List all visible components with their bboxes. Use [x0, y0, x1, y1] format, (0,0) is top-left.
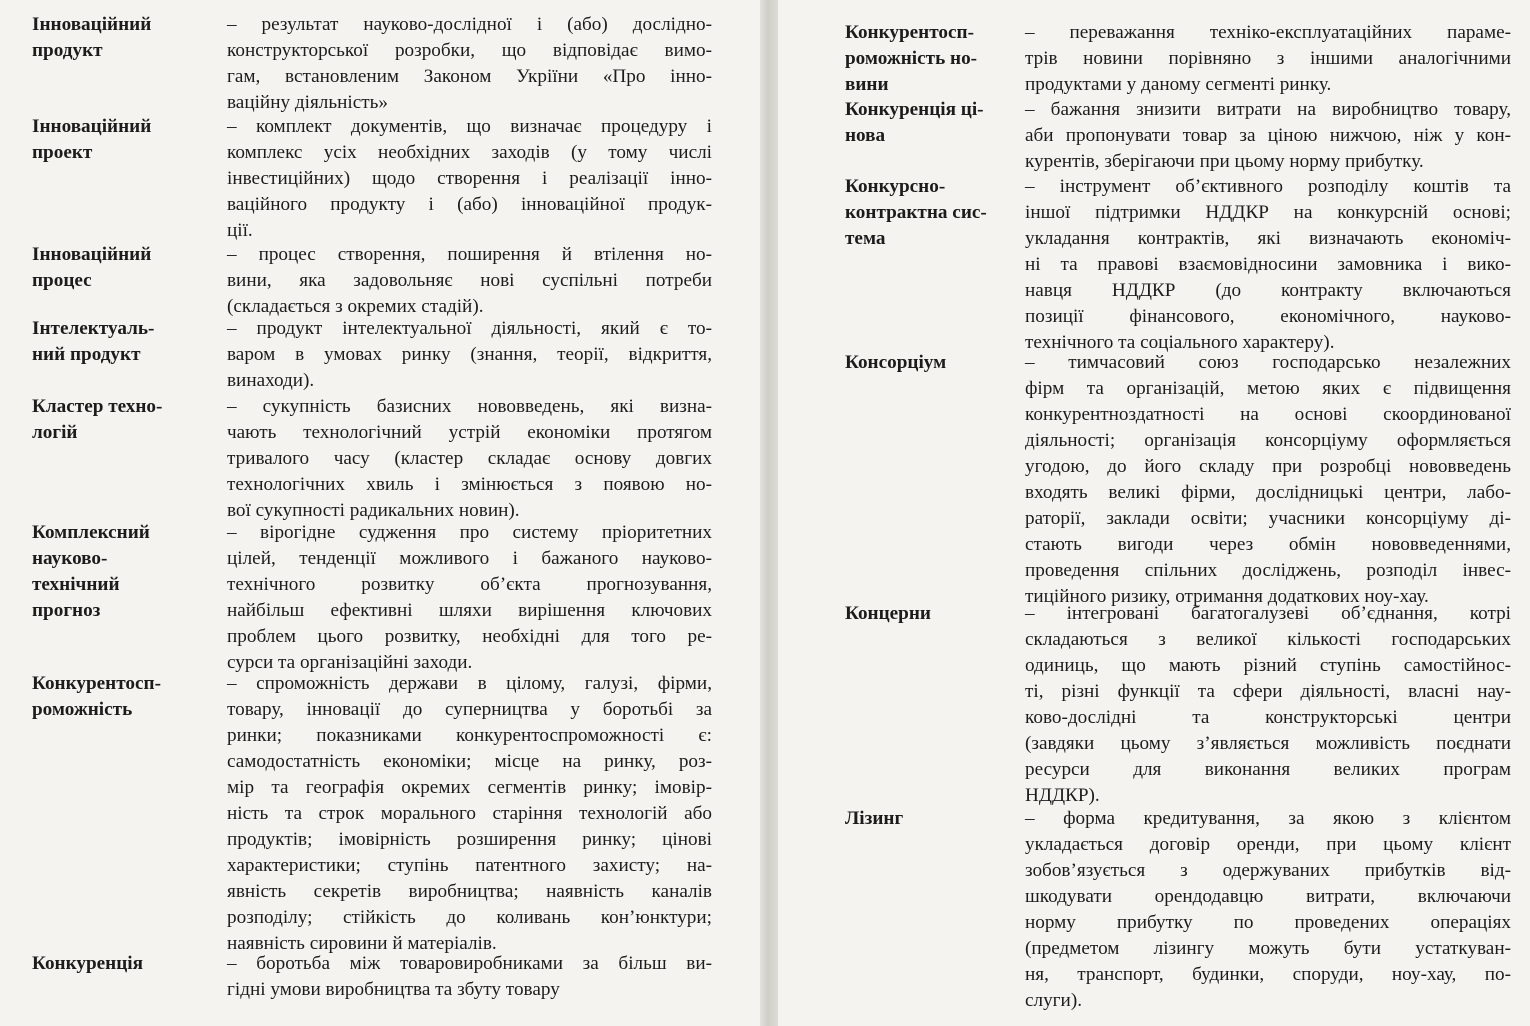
glossary-term: Конкурентосп- роможність но- вини [845, 22, 978, 95]
definition-line: діяльності; організація консорціуму оформляється [1025, 430, 1511, 451]
definition-line: іншої підтримки НДДКР на конкурсній основі; [1025, 202, 1511, 223]
definition-line: одиниць, що мають різний ступінь самостійнос- [1025, 655, 1511, 676]
definition-line: найбільш ефективні шляхи вирішення ключових [227, 600, 712, 621]
glossary-definition [1025, 806, 1511, 1014]
definition-line: комплекс усіх необхідних заходів (у тому числі [227, 142, 712, 163]
definition-line: укладання контрактів, які визначають економіч- [1025, 228, 1511, 249]
glossary-definition [227, 520, 712, 676]
definition-line: тиційного ризику, отримання додаткових ноу-хау. [1025, 586, 1429, 607]
glossary-term: Кластер техно- логій [32, 396, 163, 443]
definition-line: позиції фінансового, економічного, науково- [1025, 306, 1511, 327]
glossary-definition [227, 242, 712, 320]
definition-line: – форма кредитування, за якою з клієнтом [1025, 808, 1511, 829]
definition-line: продуктів; імовірність розширення ринку; цінові [227, 829, 712, 850]
definition-line: – переважання техніко-експлуатаційних параме- [1025, 22, 1511, 43]
left-page [0, 0, 760, 1026]
definition-line: – комплект документів, що визначає процедуру і [227, 116, 712, 137]
definition-line: технічного та соціального характеру). [1025, 332, 1335, 353]
definition-line: ції. [227, 220, 253, 241]
definition-line: (завдяки цьому з’являється можливість поєднати [1025, 733, 1511, 754]
right-page [778, 0, 1530, 1026]
definition-line: – продукт інтелектуальної діяльності, який є то- [227, 318, 712, 339]
definition-line: розподілу; стійкість до коливань кон’юнктури; [227, 907, 712, 928]
glossary-term: Інноваційний процес [32, 244, 152, 291]
definition-line: мір та географія окремих сегментів ринку; імовір- [227, 777, 712, 798]
definition-line: (предметом лізингу можуть бути устаткуван- [1025, 938, 1511, 959]
definition-line: НДДКР). [1025, 785, 1100, 806]
glossary-term: Комплексний науково- технічний прогноз [32, 522, 150, 621]
glossary-term: Інноваційний продукт [32, 14, 152, 61]
glossary-definition [227, 951, 712, 1003]
glossary-definition [1025, 174, 1511, 356]
definition-line: – процес створення, поширення й втілення но- [227, 244, 712, 265]
definition-line: цілей, тенденції можливого і бажаного науково- [227, 548, 712, 569]
definition-line: варом в умовах ринку (знання, теорії, відкриття, [227, 344, 712, 365]
definition-line: курентів, зберігаючи при цьому норму прибутку. [1025, 151, 1424, 172]
glossary-definition [227, 394, 712, 524]
definition-line: ринки; показниками конкурентоспроможності є: [227, 725, 712, 746]
glossary-definition [227, 114, 712, 244]
glossary-definition [227, 12, 712, 116]
glossary-term: Конкурентосп- роможність [32, 673, 161, 720]
definition-line: ні та правові взаємовідносини замовника і вико- [1025, 254, 1511, 275]
definition-line: самодостатність економіки; місце на ринку, роз- [227, 751, 712, 772]
definition-line: раторії, заклади освіти; учасники консорціуму ді- [1025, 508, 1511, 529]
definition-line: – сукупність базисних нововведень, які визна- [227, 396, 712, 417]
definition-line: тривалого часу (кластер складає основу довгих [227, 448, 712, 469]
definition-line: – інтегровані багатогалузеві об’єднання, котрі [1025, 603, 1511, 624]
glossary-term: Конкурсно- контрактна сис- тема [845, 176, 987, 249]
definition-line: шкодувати орендодавцю витрати, включаючи [1025, 886, 1511, 907]
definition-line: – бажання знизити витрати на виробництво товару, [1025, 99, 1511, 120]
definition-line: чають технологічний устрій економіки протягом [227, 422, 712, 443]
definition-line: продуктами у даному сегменті ринку. [1025, 74, 1332, 95]
definition-line: фірм та організацій, метою яких є підвищення [1025, 378, 1511, 399]
definition-line: проведення спільних досліджень, розподіл інвес- [1025, 560, 1511, 581]
definition-line: – тимчасовий союз господарсько незалежних [1025, 352, 1511, 373]
glossary-definition [1025, 20, 1511, 98]
definition-line: стають вигоди через обмін нововведеннями, [1025, 534, 1511, 555]
glossary-definition [227, 316, 712, 394]
definition-line: гам, встановленим Законом Укріїни «Про інно- [227, 66, 712, 87]
definition-line: слуги). [1025, 990, 1083, 1011]
definition-line: проблем цього розвитку, необхідні для того ре- [227, 626, 712, 647]
definition-line: вої сукупності радикальних новин). [227, 500, 520, 521]
definition-line: – результат науково-дослідної і (або) дослідно- [227, 14, 712, 35]
definition-line: сурси та організаційні заходи. [227, 652, 473, 673]
glossary-term: Конкуренція ці- нова [845, 99, 984, 146]
definition-line: – інструмент об’єктивного розподілу коштів та [1025, 176, 1511, 197]
definition-line: гідні умови виробництва та збуту товару [227, 979, 560, 1000]
definition-line: ність та строк морального старіння технологій або [227, 803, 712, 824]
definition-line: явність секретів виробництва; наявність каналів [227, 881, 712, 902]
definition-line: ваційного продукту і (або) інноваційної продук- [227, 194, 712, 215]
definition-line: винаходи). [227, 370, 315, 391]
definition-line: (складається з окремих стадій). [227, 296, 484, 317]
glossary-definition [1025, 601, 1511, 809]
definition-line: ті, різні функції та сфери діяльності, власні нау- [1025, 681, 1511, 702]
definition-line: інвестиційних) щодо створення і реалізації інно- [227, 168, 712, 189]
definition-line: навця НДДКР (до контракту включаються [1025, 280, 1511, 301]
glossary-definition [1025, 350, 1511, 610]
definition-line: характеристики; ступінь патентного захисту; на- [227, 855, 712, 876]
definition-line: вини, яка задовольняє нові суспільні потреби [227, 270, 712, 291]
definition-line: норму прибутку по проведених операціях [1025, 912, 1511, 933]
glossary-term: Консорціум [845, 352, 947, 373]
definition-line: конкурентноздатності на основі скоординованої [1025, 404, 1511, 425]
definition-line: ресурси для виконання великих програм [1025, 759, 1511, 780]
definition-line: аби пропонувати товар за ціною нижчою, ніж у кон- [1025, 125, 1511, 146]
glossary-definition [227, 671, 712, 957]
definition-line: ваційну діяльність» [227, 92, 388, 113]
definition-line: – вірогідне судження про систему пріоритетних [227, 522, 712, 543]
definition-line: трів новини порівняно з іншими аналогічними [1025, 48, 1511, 69]
definition-line: укладається договір оренди, при цьому клієнт [1025, 834, 1511, 855]
definition-line: ково-дослідні та конструкторські центри [1025, 707, 1511, 728]
definition-line: угодою, до його складу при розробці нововведень [1025, 456, 1511, 477]
glossary-term: Інтелектуаль- ний продукт [32, 318, 155, 365]
definition-line: конструкторської розробки, що відповідає вимо- [227, 40, 712, 61]
definition-line: ня, транспорт, будинки, споруди, ноу-хау, по- [1025, 964, 1511, 985]
definition-line: технічного розвитку об’єкта прогнозування, [227, 574, 712, 595]
glossary-term: Інноваційний проект [32, 116, 152, 163]
definition-line: входять великі фірми, дослідницькі центри, лабо- [1025, 482, 1511, 503]
definition-line: товару, інновації до суперництва у боротьбі за [227, 699, 712, 720]
definition-line: – спроможність держави в цілому, галузі, фірми, [227, 673, 712, 694]
glossary-term: Лізинг [845, 808, 904, 829]
definition-line: – боротьба між товаровиробниками за більш ви- [227, 953, 712, 974]
definition-line: зобов’язується з одержуваних прибутків від- [1025, 860, 1511, 881]
definition-line: наявність сировини й матеріалів. [227, 933, 497, 954]
definition-line: складаються з великої кількості господарських [1025, 629, 1511, 650]
glossary-term: Конкуренція [32, 953, 143, 974]
glossary-term: Концерни [845, 603, 931, 624]
glossary-definition [1025, 97, 1511, 175]
definition-line: технологічних хвиль і змінюється з появою но- [227, 474, 712, 495]
page-gutter [760, 0, 778, 1026]
